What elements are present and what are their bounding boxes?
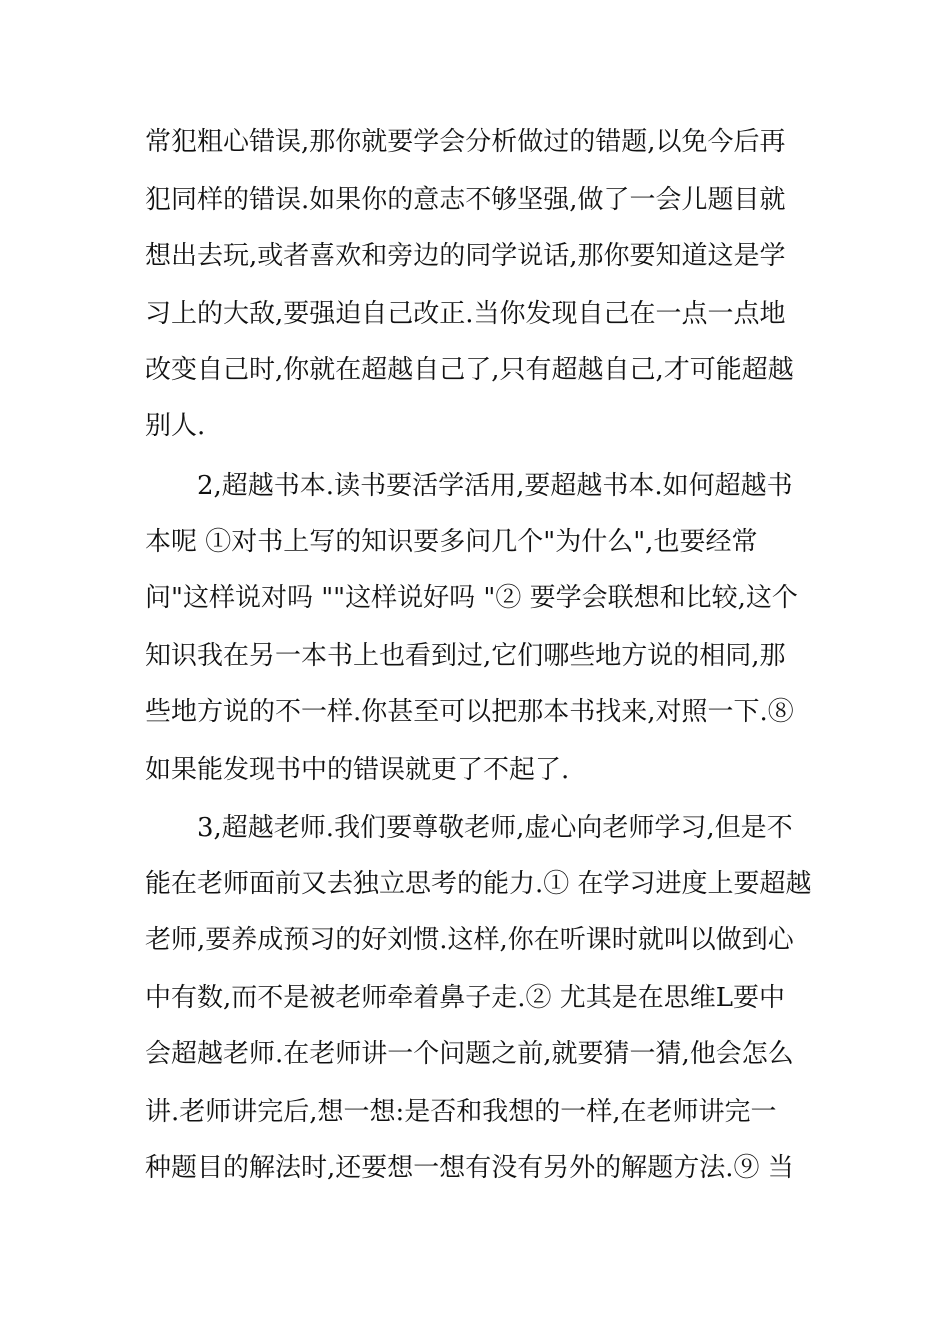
text-line: 如果能发现书中的错误就更了不起了. [145,755,570,785]
text-line: 讲.老师讲完后,想一想:是否和我想的一样,在老师讲完一 [145,1097,777,1127]
text-line: 本呢 ①对书上写的知识要多问几个"为什么",也要经常 [145,527,758,557]
text-line: 常犯粗心错误,那你就要学会分析做过的错题,以免今后再 [145,127,786,157]
text-line: 犯同样的错误.如果你的意志不够坚强,做了一会儿题目就 [145,185,786,215]
paragraph-start-line: 2,超越书本.读书要活学活用,要超越书本.如何超越书 [197,471,793,501]
text-line: 种题目的解法时,还要想一想有没有另外的解题方法.⑨ 当 [145,1153,794,1183]
text-line: 能在老师面前又去独立思考的能力.① 在学习进度上要超越 [145,869,812,899]
text-line: 知识我在另一本书上也看到过,它们哪些地方说的相同,那 [145,641,786,671]
text-line: 习上的大敌,要强迫自己改正.当你发现自己在一点一点地 [145,299,786,329]
text-line: 改变自己时,你就在超越自己了,只有超越自己,才可能超越 [145,355,794,385]
text-line: 些地方说的不一样.你甚至可以把那本书找来,对照一下.⑧ [145,697,794,727]
text-line: 老师,要养成预习的好刘惯.这样,你在听课时就叫以做到心 [145,925,794,955]
paragraph-start-line: 3,超越老师.我们要尊敬老师,虚心向老师学习,但是不 [197,813,793,843]
text-line: 问"这样说对吗 ""这样说好吗 "② 要学会联想和比较,这个 [145,583,798,613]
text-line: 别人. [145,411,206,441]
text-line: 想出去玩,或者喜欢和旁边的同学说话,那你要知道这是学 [145,241,786,271]
text-line: 中有数,而不是被老师牵着鼻子走.② 尤其是在思维L要中 [145,983,786,1013]
text-line: 会超越老师.在老师讲一个问题之前,就要猜一猜,他会怎么 [145,1039,794,1069]
